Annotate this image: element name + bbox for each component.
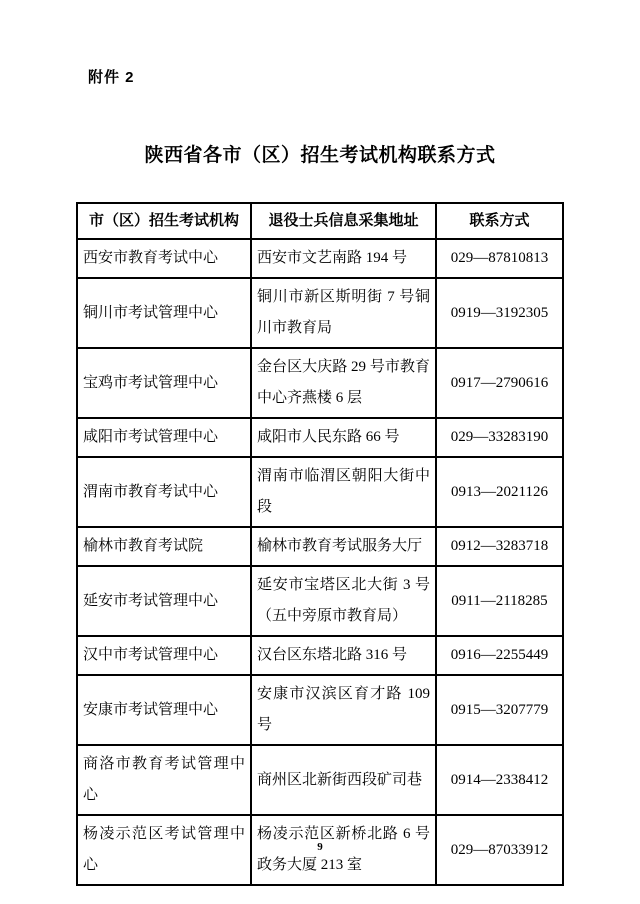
- address-cell: 杨凌示范区新桥北路 6 号政务大厦 213 室: [251, 815, 436, 885]
- institution-cell: 杨凌示范区考试管理中心: [77, 815, 251, 885]
- contact-cell: 0913—2021126: [436, 457, 563, 527]
- contact-cell: 0916—2255449: [436, 636, 563, 675]
- institution-cell: 商洛市教育考试管理中心: [77, 745, 251, 815]
- table-row: [77, 457, 563, 527]
- table-row: [77, 675, 563, 745]
- institution-cell: 榆林市教育考试院: [77, 527, 251, 566]
- address-cell: 商州区北新街西段矿司巷: [251, 745, 436, 815]
- institution-cell: 咸阳市考试管理中心: [77, 418, 251, 457]
- contact-cell: 0912—3283718: [436, 527, 563, 566]
- institution-cell: 西安市教育考试中心: [77, 239, 251, 278]
- table-body: [77, 239, 563, 885]
- institution-cell: 宝鸡市考试管理中心: [77, 348, 251, 418]
- address-cell: 渭南市临渭区朝阳大街中段: [251, 457, 436, 527]
- address-cell: 铜川市新区斯明街 7 号铜川市教育局: [251, 278, 436, 348]
- table-header-row: [77, 203, 563, 239]
- contact-cell: 029—87810813: [436, 239, 563, 278]
- table-row: [77, 636, 563, 675]
- institution-cell: 铜川市考试管理中心: [77, 278, 251, 348]
- page-title: 陕西省各市（区）招生考试机构联系方式: [144, 145, 496, 166]
- page-number: 9: [317, 841, 323, 853]
- table-row: [77, 566, 563, 636]
- contact-cell: 029—87033912: [436, 815, 563, 885]
- institution-cell: 汉中市考试管理中心: [77, 636, 251, 675]
- institution-cell: 延安市考试管理中心: [77, 566, 251, 636]
- address-cell: 延安市宝塔区北大街 3 号（五中旁原市教育局）: [251, 566, 436, 636]
- address-cell: 西安市文艺南路 194 号: [251, 239, 436, 278]
- contact-cell: 0915—3207779: [436, 675, 563, 745]
- address-cell: 金台区大庆路 29 号市教育中心齐燕楼 6 层: [251, 348, 436, 418]
- table-row: [77, 418, 563, 457]
- address-cell: 咸阳市人民东路 66 号: [251, 418, 436, 457]
- table-row: [77, 348, 563, 418]
- contact-cell: 0911—2118285: [436, 566, 563, 636]
- address-cell: 安康市汉滨区育才路 109 号: [251, 675, 436, 745]
- address-cell: 汉台区东塔北路 316 号: [251, 636, 436, 675]
- header-address: 退役士兵信息采集地址: [251, 203, 436, 239]
- header-institution: 市（区）招生考试机构: [77, 203, 251, 239]
- contact-cell: 0914—2338412: [436, 745, 563, 815]
- institution-cell: 安康市考试管理中心: [77, 675, 251, 745]
- institution-cell: 渭南市教育考试中心: [77, 457, 251, 527]
- contact-cell: 0919—3192305: [436, 278, 563, 348]
- attachment-label: 附件 2: [88, 69, 135, 86]
- table-row: [77, 745, 563, 815]
- header-contact: 联系方式: [436, 203, 563, 239]
- contact-cell: 029—33283190: [436, 418, 563, 457]
- contact-table: [76, 202, 564, 886]
- address-cell: 榆林市教育考试服务大厅: [251, 527, 436, 566]
- table-row: [77, 278, 563, 348]
- contact-cell: 0917—2790616: [436, 348, 563, 418]
- table-row: [77, 239, 563, 278]
- table-row: [77, 527, 563, 566]
